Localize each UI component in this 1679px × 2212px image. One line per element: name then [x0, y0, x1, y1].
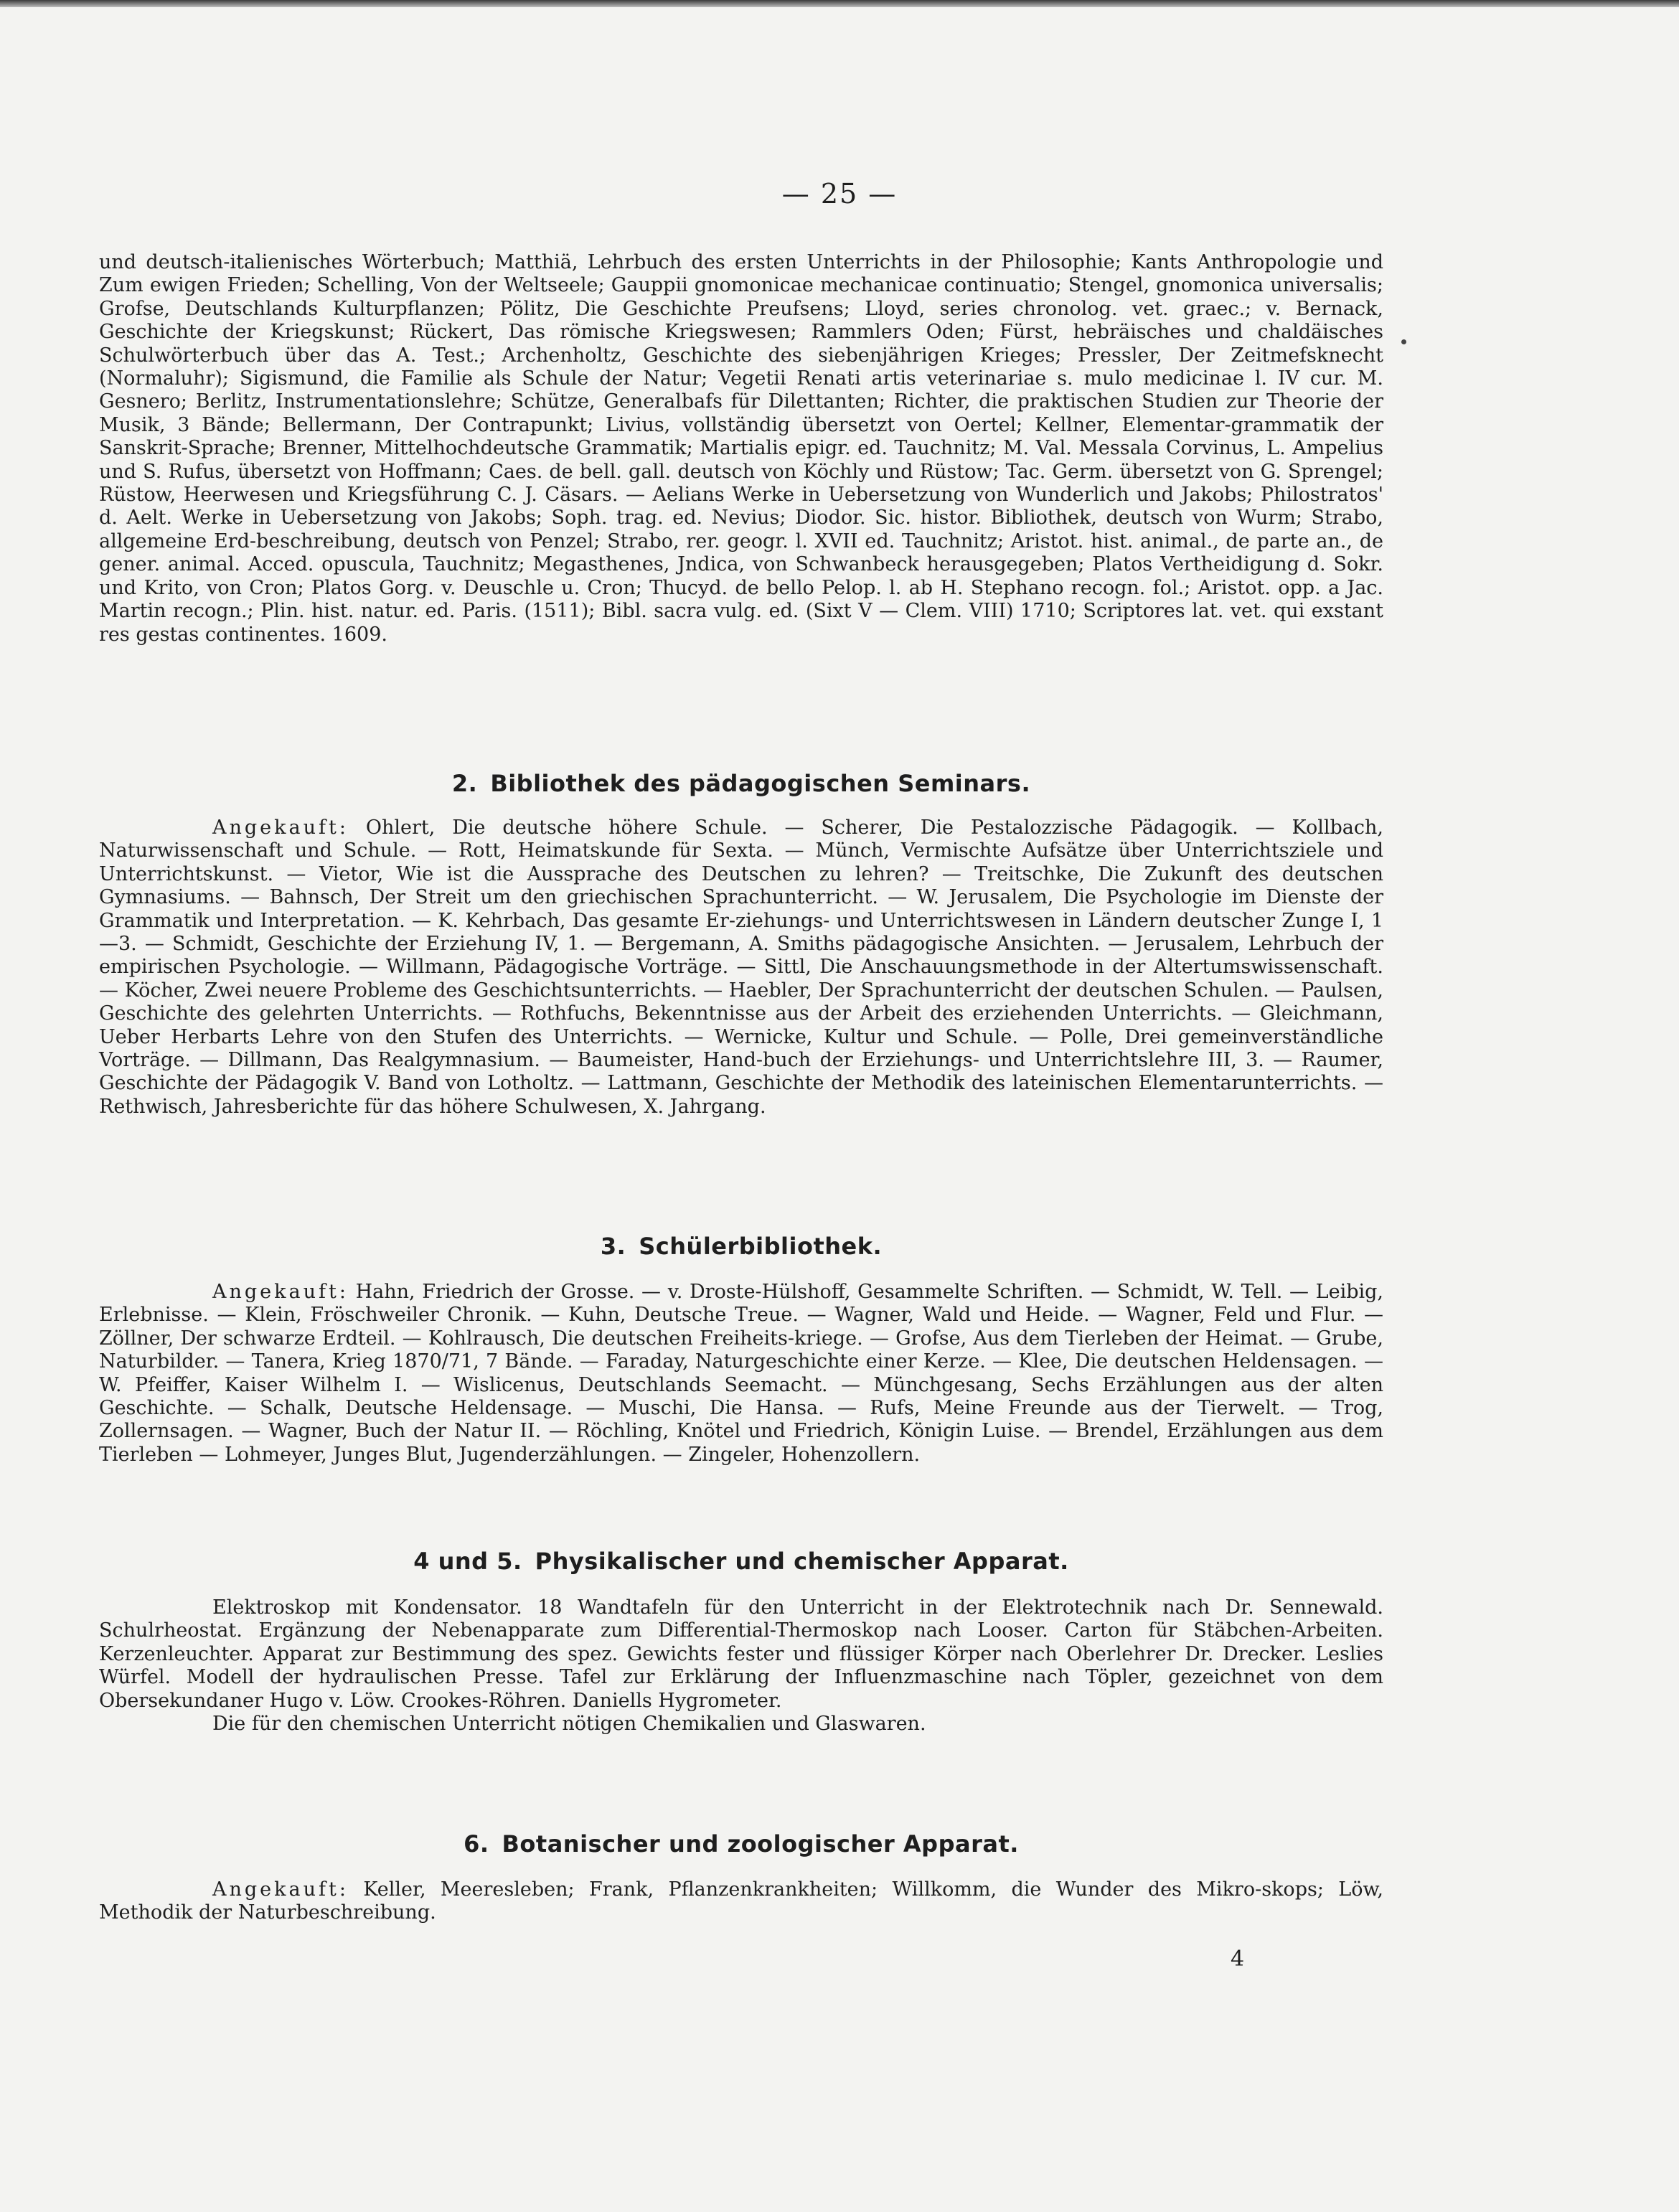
- section-3-number: 3.: [600, 1233, 626, 1260]
- section-3-lead: Angekauft:: [212, 1281, 349, 1303]
- section-6-body: [99, 1878, 1383, 1925]
- intro-block: [99, 251, 1383, 646]
- section-2-lead: Angekauft:: [212, 816, 349, 839]
- scan-top-edge: [0, 0, 1679, 7]
- section-2-number: 2.: [451, 770, 478, 797]
- section-2-heading: [99, 770, 1383, 797]
- section-4-5-heading: [99, 1548, 1383, 1575]
- section-2-paragraph: [99, 816, 1383, 1119]
- section-3-text: Hahn, Friedrich der Grosse. — v. Droste-Hülshoff, Gesammelte Schriften. — Schmidt, W. Tell. — Leibig, Erlebnisse. — Klein, Fröschweiler Chronik. — Kuhn, Deutsche Treue. — Wagner, Wald und Heide. — Wagner, Feld und Flur. — Zöllner, Der schwarze Erdteil. — Kohlrausch, Die deutschen Freiheits-kriege. — Grofse, Aus dem Tierleben der Heimat. — Grube, Naturbilder. — Tanera, Krieg 1870/71, 7 Bände. — Faraday, Naturgeschichte einer Kerze. — Klee, Die deutschen Heldensagen. — W. Pfeiffer, Kaiser Wilhelm I. — Wislicenus, Deutschlands Seemacht. — Münchgesang, Sechs Erzählungen aus der alten Geschichte. — Schalk, Deutsche Heldensage. — Muschi, Die Hansa. — Rufs, Meine Freunde aus der Tierwelt. — Trog, Zollernsagen. — Wagner, Buch der Natur II. — Röchling, Knötel und Friedrich, Königin Luise. — Brendel, Erzählungen aus dem Tierleben — Lohmeyer, Junges Blut, Jugenderzählungen. — Zingeler, Hohenzollern.: [99, 1281, 1383, 1466]
- page-number: — 25 —: [781, 178, 898, 210]
- signature-mark: 4: [1231, 1947, 1245, 1972]
- section-4-5-paragraph: Elektroskop mit Kondensator. 18 Wandtafeln für den Unterricht in der Elektrotechnik nach Dr. Sennewald. Schulrheostat. Ergänzung der Nebenapparate zum Differential-Thermoskop nach Looser. Carton für Stäbchen-Arbeiten. Kerzenleuchter. Apparat zur Bestimmung des spez. Gewichts fester und flüssiger Körper nach Oberlehrer Dr. Drecker. Leslies Würfel. Modell der hydraulischen Presse. Tafel zur Erklärung der Influenzmaschine nach Töpler, gezeichnet von dem Obersekundaner Hugo v. Löw. Crookes-Röhren. Daniells Hygrometer.: [99, 1596, 1383, 1712]
- section-3-paragraph: [99, 1281, 1383, 1467]
- section-6-lead: Angekauft:: [212, 1878, 349, 1901]
- section-4-5-title: Physikalischer und chemischer Apparat.: [535, 1548, 1069, 1575]
- section-3-title: Schülerbibliothek.: [639, 1233, 883, 1260]
- margin-dot: [1401, 339, 1406, 344]
- section-3-body: [99, 1281, 1383, 1467]
- section-4-5-heading-wrap: [99, 1548, 1383, 1575]
- section-2-title: Bibliothek des pädagogischen Seminars.: [490, 770, 1031, 797]
- section-4-5-body: [99, 1596, 1383, 1736]
- section-6-heading-wrap: [99, 1830, 1383, 1858]
- section-4-5-paragraph-2: Die für den chemischen Unterricht nötigen Chemikalien und Glaswaren.: [212, 1713, 926, 1736]
- section-4-5-number: 4 und 5.: [413, 1548, 522, 1575]
- section-3-heading: [99, 1233, 1383, 1260]
- section-6-text: Keller, Meeresleben; Frank, Pflanzenkrankheiten; Willkomm, die Wunder des Mikro-skops; Löw, Methodik der Naturbeschreibung.: [99, 1878, 1383, 1924]
- section-6-paragraph: [99, 1878, 1383, 1925]
- section-2-body: [99, 816, 1383, 1119]
- section-2-heading-wrap: [99, 770, 1383, 797]
- section-3-heading-wrap: [99, 1233, 1383, 1260]
- section-6-heading: [99, 1830, 1383, 1858]
- intro-paragraph: und deutsch-italienisches Wörterbuch; Matthiä, Lehrbuch des ersten Unterrichts in der Philosophie; Kants Anthropologie und Zum ewigen Frieden; Schelling, Von der Weltseele; Gauppii gnomonicae mechanicae continuatio; Stengel, gnomonica universalis; Grofse, Deutschlands Kulturpflanzen; Pölitz, Die Geschichte Preufsens; Lloyd, series chronolog. vet. graec.; v. Bernack, Geschichte der Kriegskunst; Rückert, Das römische Kriegswesen; Rammlers Oden; Fürst, hebräisches und chaldäisches Schulwörterbuch über das A. Test.; Archenholtz, Geschichte des siebenjährigen Krieges; Pressler, Der Zeitmefsknecht (Normaluhr); Sigismund, die Familie als Schule der Natur; Vegetii Renati artis veterinariae s. mulo medicinae l. IV cur. M. Gesnero; Berlitz, Instrumentationslehre; Schütze, Generalbafs für Dilettanten; Richter, die praktischen Studien zur Theorie der Musik, 3 Bände; Bellermann, Der Contrapunkt; Livius, vollständig übersetzt von Oertel; Kellner, Elementar-grammatik der Sanskrit-Sprache; Brenner, Mittelhochdeutsche Grammatik; Martialis epigr. ed. Tauchnitz; M. Val. Messala Corvinus, L. Ampelius und S. Rufus, übersetzt von Hoffmann; Caes. de bell. gall. deutsch von Köchly und Rüstow; Tac. Germ. übersetzt von G. Sprengel; Rüstow, Heerwesen und Kriegsführung C. J. Cäsars. — Aelians Werke in Uebersetzung von Wunderlich und Jakobs; Philostratos' d. Aelt. Werke in Uebersetzung von Jakobs; Soph. trag. ed. Nevius; Diodor. Sic. histor. Bibliothek, deutsch von Wurm; Strabo, allgemeine Erd-beschreibung, deutsch von Penzel; Strabo, rer. geogr. l. XVII ed. Tauchnitz; Aristot. hist. animal., de parte an., de gener. animal. Acced. opuscula, Tauchnitz; Megasthenes, Jndica, von Schwanbeck herausgegeben; Platos Vertheidigung d. Sokr. und Krito, von Cron; Platos Gorg. v. Deuschle u. Cron; Thucyd. de bello Pelop. l. ab H. Stephano recogn. fol.; Aristot. opp. a Jac. Martin recogn.; Plin. hist. natur. ed. Paris. (1511); Bibl. sacra vulg. ed. (Sixt V — Clem. VIII) 1710; Scriptores lat. vet. qui exstant res gestas continentes. 1609.: [99, 251, 1383, 646]
- section-6-title: Botanischer und zoologischer Apparat.: [502, 1830, 1019, 1858]
- section-2-text: Ohlert, Die deutsche höhere Schule. — Scherer, Die Pestalozzische Pädagogik. — Kollbach, Naturwissenschaft und Schule. — Rott, Heimatskunde für Sexta. — Münch, Vermischte Aufsätze über Unterrichtsziele und Unterrichtskunst. — Vietor, Wie ist die Aussprache des Deutschen zu lehren? — Treitschke, Die Zukunft des deutschen Gymnasiums. — Bahnsch, Der Streit um den griechischen Sprachunterricht. — W. Jerusalem, Die Psychologie im Dienste der Grammatik und Interpretation. — K. Kehrbach, Das gesamte Er-ziehungs- und Unterrichtswesen in Ländern deutscher Zunge I, 1—3. — Schmidt, Geschichte der Erziehung IV, 1. — Bergemann, A. Smiths pädagogische Ansichten. — Jerusalem, Lehrbuch der empirischen Psychologie. — Willmann, Pädagogische Vorträge. — Sittl, Die Anschauungsmethode in der Altertumswissenschaft. — Köcher, Zwei neuere Probleme des Geschichtsunterrichts. — Haebler, Der Sprachunterricht der deutschen Schulen. — Paulsen, Geschichte des gelehrten Unterrichts. — Rothfuchs, Bekenntnisse aus der Arbeit des erziehenden Unterrichts. — Gleichmann, Ueber Herbarts Lehre von den Stufen des Unterrichts. — Wernicke, Kultur und Schule. — Polle, Drei gemeinverständliche Vorträge. — Dillmann, Das Realgymnasium. — Baumeister, Hand-buch der Erziehungs- und Unterrichtslehre III, 3. — Raumer, Geschichte der Pädagogik V. Band von Lotholtz. — Lattmann, Geschichte der Methodik des lateinischen Elementarunterrichts. — Rethwisch, Jahresberichte für das höhere Schulwesen, X. Jahrgang.: [99, 816, 1383, 1118]
- section-6-number: 6.: [464, 1830, 489, 1858]
